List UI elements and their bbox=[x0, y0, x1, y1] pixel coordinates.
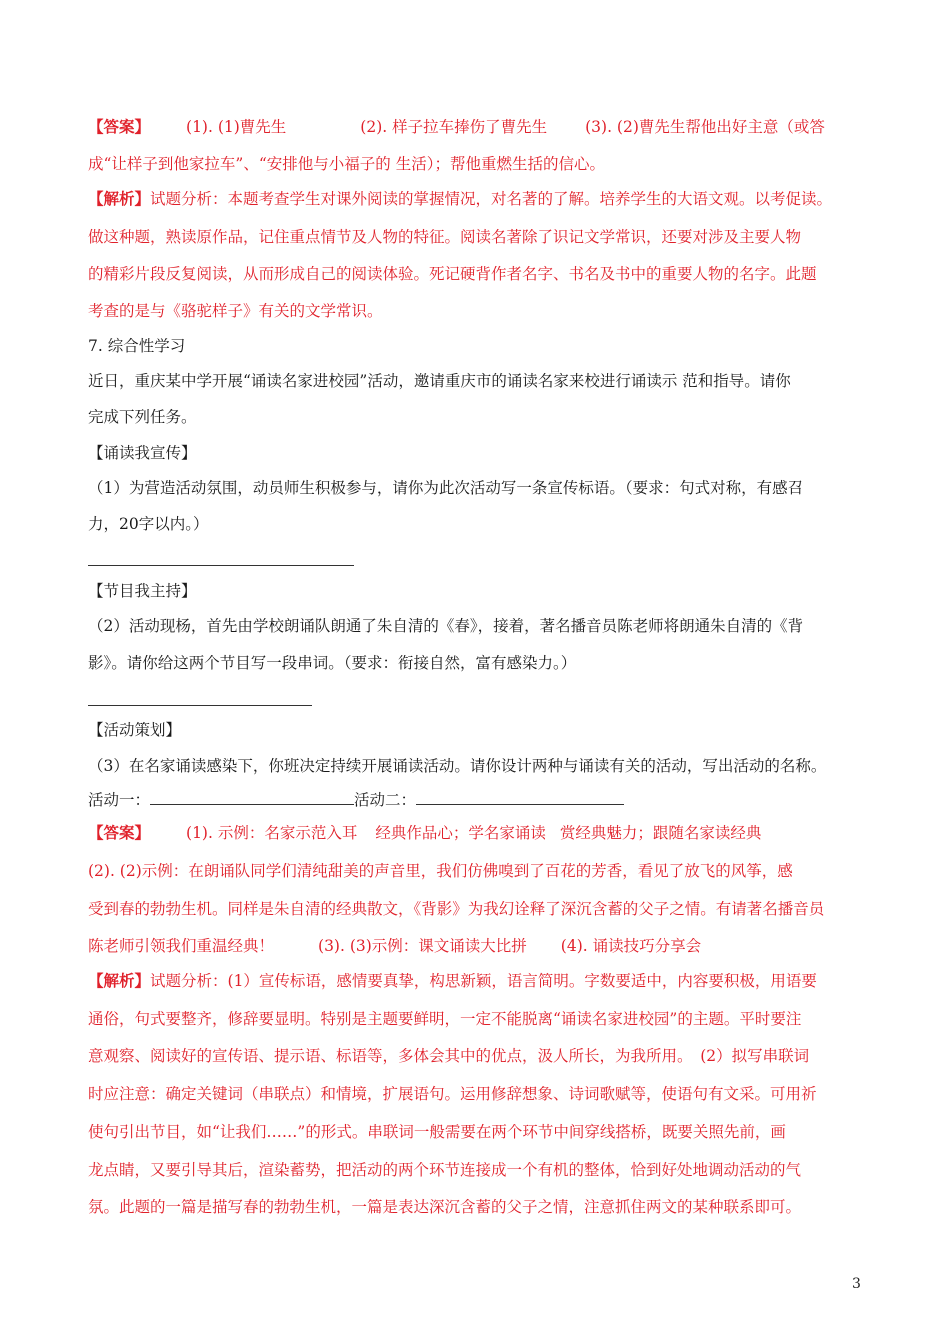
q7-analysis-line-6: 龙点睛，又要引导其后，渲染蓄势，把活动的两个环节连接成一个有机的整体，恰到好处地调动活动的气 bbox=[88, 1161, 802, 1179]
q7-answer-line-2: (2). (2)示例：在朗诵队同学们清纯甜美的声音里，我们仿佛嗅到了百花的芳香，看见了放飞的风筝，感 bbox=[88, 862, 793, 880]
q7-intro-line-2: 完成下列任务。 bbox=[88, 408, 197, 426]
q7-answer-line-4 bbox=[88, 935, 878, 957]
q7-analysis-line-7: 氛。此题的一篇是描写春的勃勃生机，一篇是表达深沉含蓄的父子之情，注意抓住两文的某种联系即可。 bbox=[88, 1198, 802, 1216]
q7-task1-line-2: 力，20字以内。） bbox=[88, 515, 209, 533]
q7-answer-4c: (4). 诵读技巧分享会 bbox=[560, 937, 702, 955]
q7-task2-line-2: 影》。请你给这两个节目写一段串词。（要求：衔接自然，富有感染力。） bbox=[88, 654, 577, 672]
page-number: 3 bbox=[852, 1276, 861, 1292]
q7-task2-line-1: （2）活动现杨，首先由学校朗诵队朗通了朱自清的《春》，接着，著名播音员陈老师将朗通朱自清的《背 bbox=[88, 617, 804, 635]
q7-answer-line-3: 受到春的勃勃生机。同样是朱自清的经典散文，《背影》为我幻诠释了深沉含蓄的父子之情。有请著名播音员 bbox=[88, 900, 825, 918]
activity-1-label: 活动一： bbox=[88, 791, 151, 809]
q6-analysis-line-3: 的精彩片段反复阅读，从而形成自己的阅读体验。死记硬背作者名字、书名及书中的重要人物的名字。此题 bbox=[88, 265, 817, 283]
q7-analysis-line-1 bbox=[88, 970, 878, 992]
q7-task1-line-1: （1）为营造活动氛围，动员师生积极参与，请你为此次活动写一条宣传标语。（要求：句式对称，有感召 bbox=[88, 479, 804, 497]
q7-analysis-text: 试题分析：(1）宣传标语，感情要真挚，构思新颖，语言简明。字数要适中，内容要积极，用语要 bbox=[150, 972, 817, 990]
q7-title: 7. 综合性学习 bbox=[88, 337, 186, 355]
activity-2-label: 活动二： bbox=[354, 791, 417, 809]
q7-analysis-line-4: 时应注意：确定关键词（串联点）和情境，扩展语句。运用修辞想象、诗词歌赋等，使语句有文采。可用祈 bbox=[88, 1085, 817, 1103]
q7-answer-line-1 bbox=[88, 822, 878, 844]
activity-1-blank[interactable] bbox=[150, 788, 354, 805]
answer-blank-2[interactable] bbox=[88, 705, 312, 706]
q6-answer-3: (3). (2)曹先生帮他出好主意（或答 bbox=[585, 118, 825, 136]
q7-analysis-line-3: 意观察、阅读好的宣传语、提示语、标语等，多体会其中的优点，汲人所长，为我所用。 (2）拟写串联词 bbox=[88, 1047, 810, 1065]
q7-answer-1a: (1). 示例：名家示范入耳 bbox=[186, 824, 358, 842]
q7-answer-1c: 赏经典魅力；跟随名家读经典 bbox=[559, 824, 762, 842]
q6-answer-line-1 bbox=[88, 116, 878, 138]
q7-task3-question: （3）在名家诵读感染下，你班决定持续开展诵读活动。请你设计两种与诵读有关的活动，写出活动的名称。 bbox=[88, 757, 827, 775]
q7-intro-line-1: 近日，重庆某中学开展“诵读名家进校园”活动，邀请重庆市的诵读名家来校进行诵读示 范和指导。请你 bbox=[88, 372, 791, 390]
analysis-tag: 【解析】 bbox=[88, 971, 151, 990]
q6-analysis-line-4: 考查的是与《骆驼样子》有关的文学常识。 bbox=[88, 302, 383, 320]
answer-tag: 【答案】 bbox=[88, 117, 151, 136]
q6-answer-line-2: 成“让样子到他家拉车”、“安排他与小福子的 生活）；帮他重燃生括的信心。 bbox=[88, 155, 605, 173]
q6-analysis-line-2: 做这种题，熟读原作品，记住重点情节及人物的特征。阅读名著除了识记文学常识，还要对涉及主要人物 bbox=[88, 228, 802, 246]
q7-analysis-line-5: 使句引出节目，如“让我们……”的形式。串联词一般需要在两个环节中间穿线搭桥，既要关照先前，画 bbox=[88, 1123, 786, 1141]
q6-answer-2: (2). 样子拉车捧伤了曹先生 bbox=[360, 118, 548, 136]
q7-task3-activities bbox=[88, 788, 878, 811]
section-title-planning: 【活动策划】 bbox=[88, 721, 182, 739]
section-title-publicity: 【诵读我宣传】 bbox=[88, 444, 197, 462]
answer-blank-1[interactable] bbox=[88, 565, 354, 566]
q6-answer-1: (1). (1)曹先生 bbox=[186, 118, 287, 136]
q7-answer-4b: (3). (3)示例：课文诵读大比拼 bbox=[318, 937, 527, 955]
answer-tag: 【答案】 bbox=[88, 823, 151, 842]
q7-analysis-line-2: 通俗，句式要整齐，修辞要显明。特别是主题要鲜明，一定不能脱离“诵读名家进校园”的主题。平时要注 bbox=[88, 1010, 802, 1028]
section-title-host: 【节目我主持】 bbox=[88, 582, 197, 600]
activity-2-blank[interactable] bbox=[416, 788, 624, 805]
q7-answer-4a: 陈老师引领我们重温经典！ bbox=[88, 937, 275, 955]
q6-analysis-line-1 bbox=[88, 188, 878, 210]
q7-answer-1b: 经典作品心；学名家诵读 bbox=[375, 824, 546, 842]
analysis-tag: 【解析】 bbox=[88, 189, 151, 208]
q6-analysis-text: 试题分析：本题考查学生对课外阅读的掌握情况，对名著的了解。培养学生的大语文观。以考促读。 bbox=[150, 190, 833, 208]
